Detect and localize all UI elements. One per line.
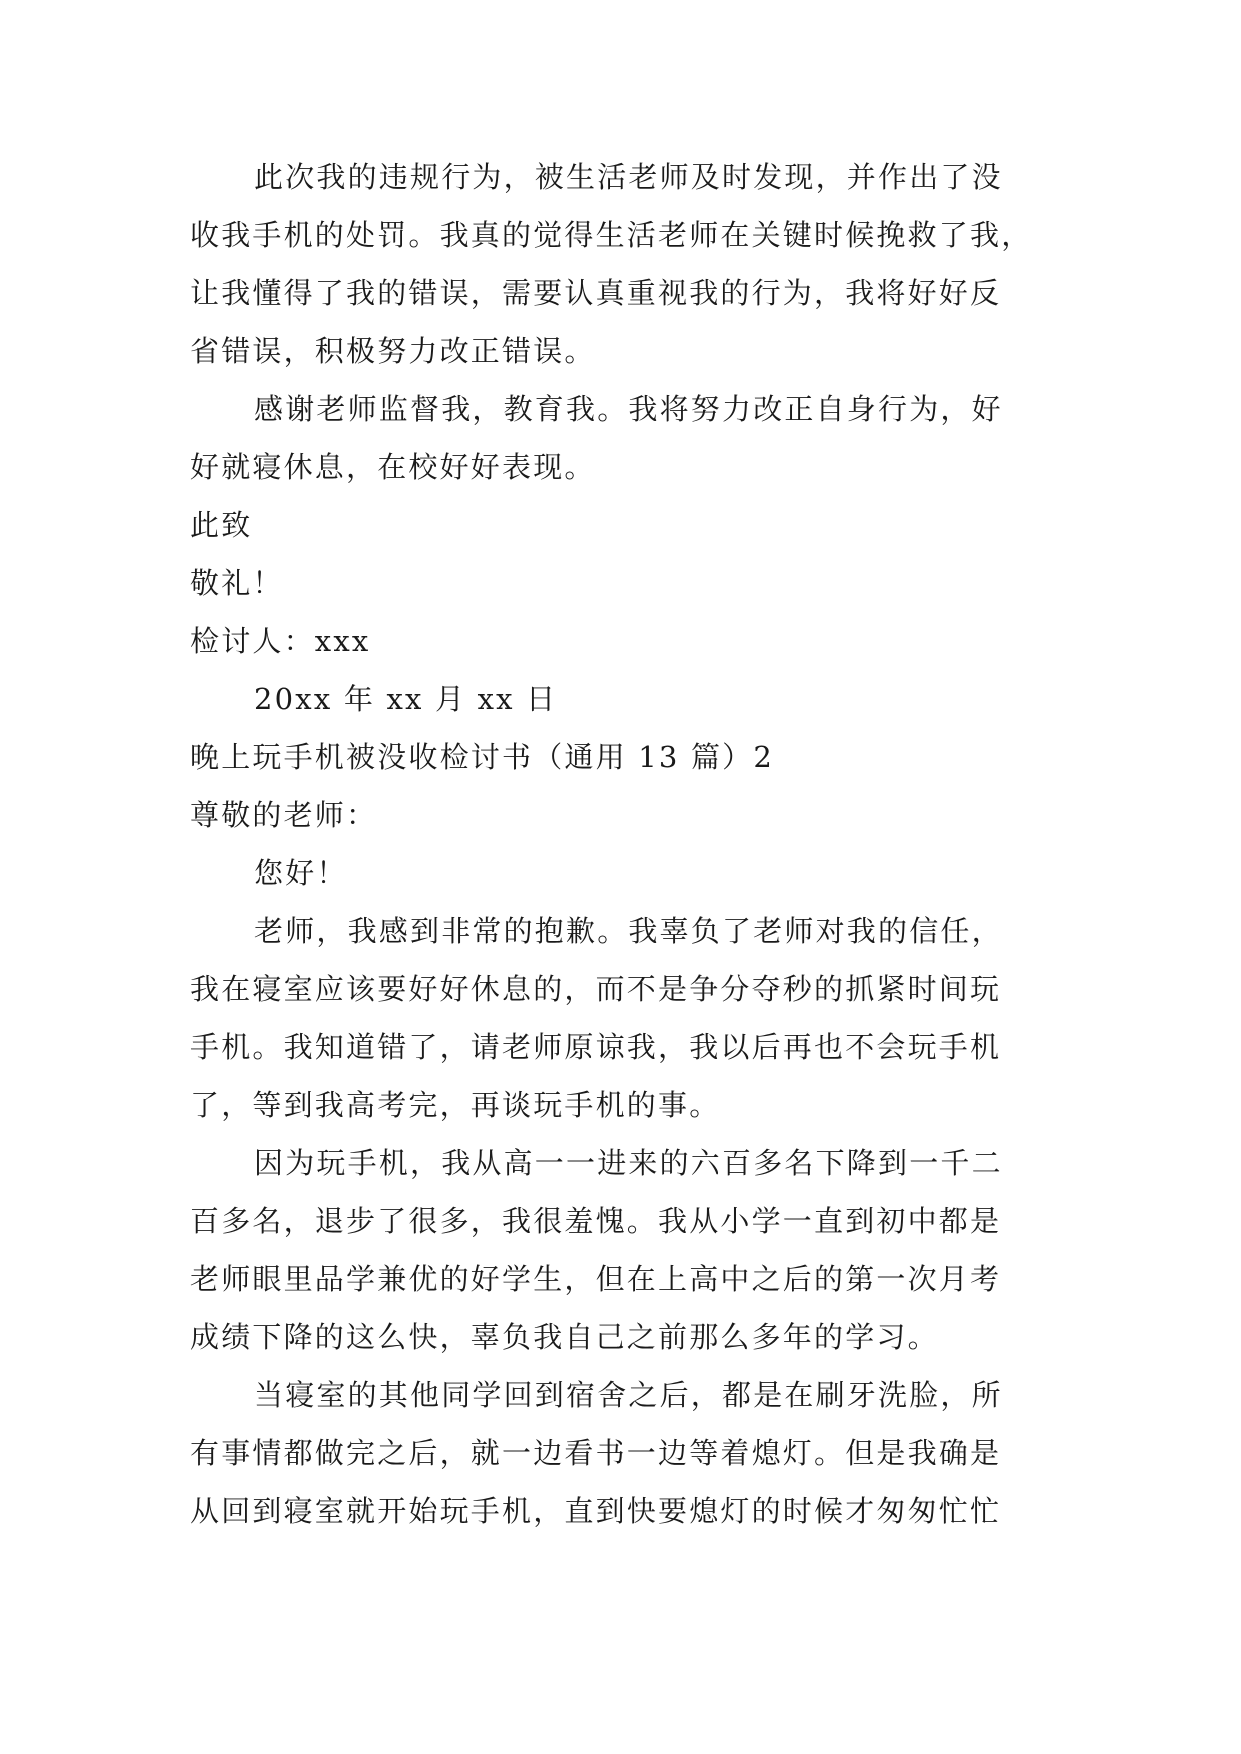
paragraph-line: 让我懂得了我的错误，需要认真重视我的行为，我将好好反 <box>190 276 1002 310</box>
paragraph-line: 有事情都做完之后，就一边看书一边等着熄灯。但是我确是 <box>190 1436 1002 1470</box>
paragraph-line: 手机。我知道错了，请老师原谅我，我以后再也不会玩手机 <box>190 1030 1002 1064</box>
paragraph-line: 感谢老师监督我，教育我。我将努力改正自身行为，好 <box>254 392 1003 426</box>
paragraph-line: 从回到寝室就开始玩手机，直到快要熄灯的时候才匆匆忙忙 <box>190 1494 1002 1528</box>
paragraph-line: 了，等到我高考完，再谈玩手机的事。 <box>190 1088 721 1122</box>
paragraph-line: 老师，我感到非常的抱歉。我辜负了老师对我的信任， <box>254 914 1003 948</box>
paragraph-line: 收我手机的处罚。我真的觉得生活老师在关键时候挽救了我， <box>190 218 1033 252</box>
paragraph-line: 因为玩手机，我从高一一进来的六百多名下降到一千二 <box>254 1146 1003 1180</box>
paragraph-line: 省错误，积极努力改正错误。 <box>190 334 596 368</box>
closing-phrase: 此致 <box>190 508 253 542</box>
date-line: 20xx 年 xx 月 xx 日 <box>254 682 558 716</box>
paragraph-line: 老师眼里品学兼优的好学生，但在上高中之后的第一次月考 <box>190 1262 1002 1296</box>
paragraph-line: 此次我的违规行为，被生活老师及时发现，并作出了没 <box>254 160 1003 194</box>
signature-line: 检讨人：xxx <box>190 624 371 658</box>
closing-salute: 敬礼！ <box>190 566 284 600</box>
salutation: 尊敬的老师： <box>190 798 378 832</box>
paragraph-line: 百多名，退步了很多，我很羞愧。我从小学一直到初中都是 <box>190 1204 1002 1238</box>
paragraph-line: 成绩下降的这么快，辜负我自己之前那么多年的学习。 <box>190 1320 939 1354</box>
paragraph-line: 当寝室的其他同学回到宿舍之后，都是在刷牙洗脸，所 <box>254 1378 1003 1412</box>
section-title: 晚上玩手机被没收检讨书（通用 13 篇）2 <box>190 740 774 774</box>
paragraph-line: 好就寝休息，在校好好表现。 <box>190 450 596 484</box>
greeting: 您好！ <box>254 856 348 890</box>
paragraph-line: 我在寝室应该要好好休息的，而不是争分夺秒的抓紧时间玩 <box>190 972 1002 1006</box>
